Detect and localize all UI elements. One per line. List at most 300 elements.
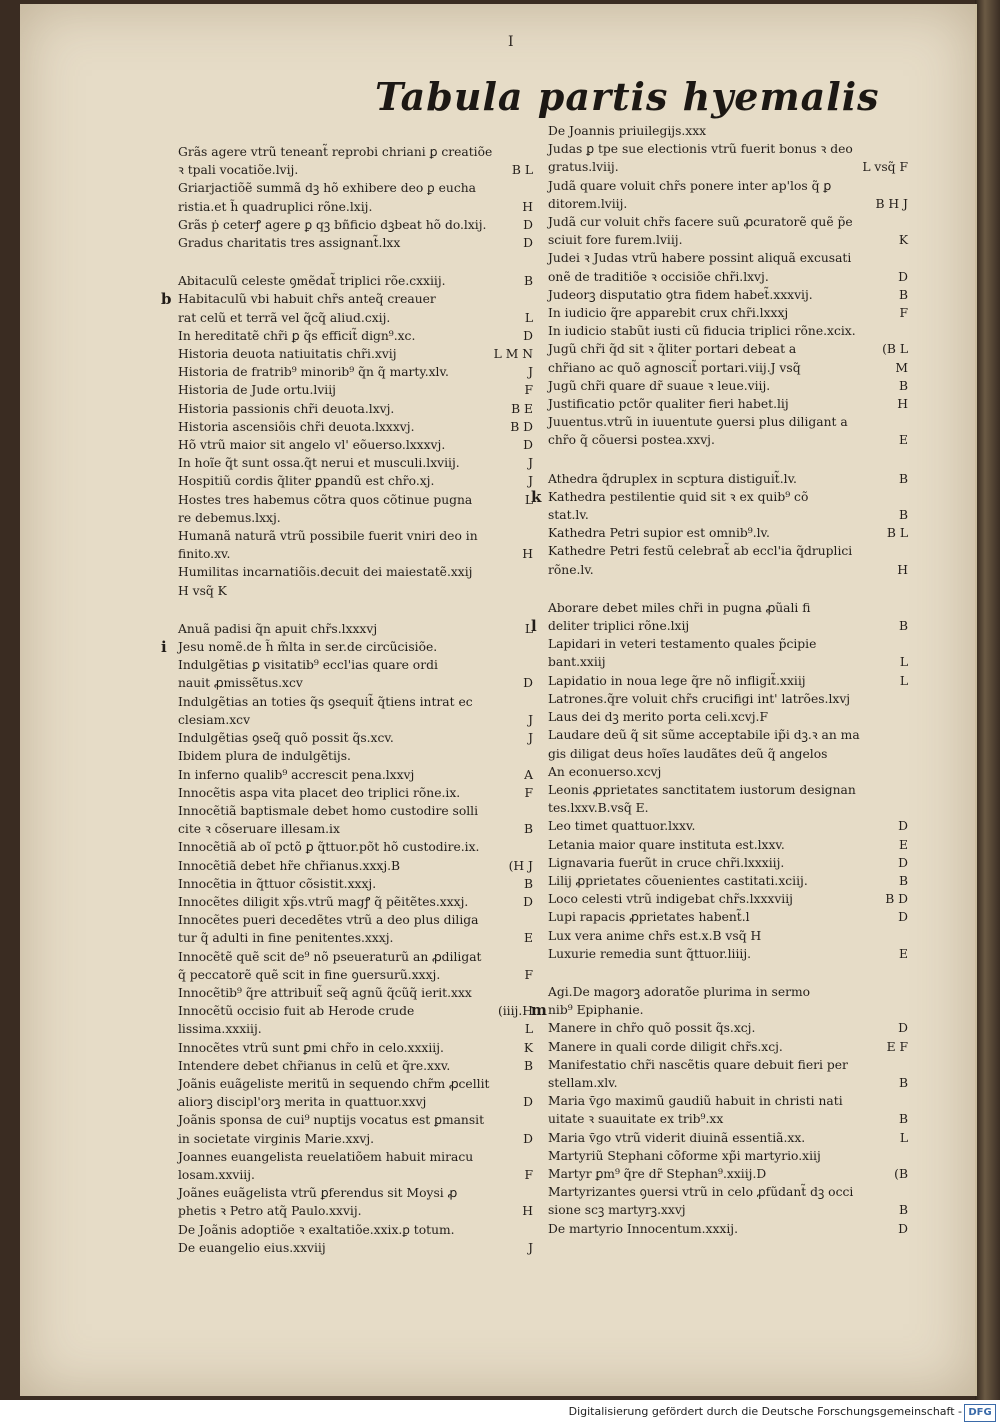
entry-text: Humanã naturã vtrũ possibile fuerit vniri deo in (178, 529, 478, 544)
entry-text: Hospitiũ cordis q̃liter ꝑpandũ est chr̃o.xj. (178, 474, 435, 489)
entry-text: Jesu nomẽ.de h̃ m̃lta in ser.de circũcisiõe. (178, 640, 438, 655)
entry-ref: L M N (493, 347, 533, 362)
entry-ref: L (524, 492, 533, 507)
index-entry (548, 690, 908, 708)
index-entry (178, 198, 533, 216)
entry-text: gis diligat deus hoĩes laudãtes deũ q̃ angelos (548, 746, 828, 761)
entry-text: uitate ꝛ suauitate ex trib⁹.xx (548, 1112, 724, 1127)
index-entry (548, 599, 908, 617)
entry-text: Lignavaria fuerũt in cruce chr̃i.lxxxiij. (548, 855, 785, 870)
entry-ref: B (898, 873, 908, 888)
entry-text: An econuerso.xcvj (548, 764, 662, 779)
entry-text: In hereditatẽ chr̃i ꝑ q̃s efficit̃ dign⁹.xc. (178, 328, 416, 343)
index-entry (178, 1221, 533, 1239)
entry-text: phetis ꝛ Petro atq̃ Paulo.xxvij. (178, 1204, 362, 1219)
entry-ref: F (524, 785, 533, 800)
entry-ref: D (523, 1131, 533, 1146)
section-initial-i: i (161, 637, 167, 656)
index-entry (178, 1002, 533, 1020)
index-entry (178, 1130, 533, 1148)
entry-ref: D (523, 438, 533, 453)
footer-bar (0, 1400, 1000, 1425)
entry-ref: (B (894, 1166, 908, 1181)
entry-ref: H (897, 562, 908, 577)
entry-ref: H (522, 547, 533, 562)
entry-text: Innocẽtes diligit xp̃s.vtrũ magꝭ q̃ pẽitẽtes.xxxj. (178, 894, 469, 909)
index-entry (178, 693, 533, 711)
index-entry (178, 747, 533, 765)
entry-ref: L (524, 621, 533, 636)
index-entry (548, 359, 908, 377)
entry-text: Innocẽtib⁹ q̃re attribuit̃ seq̃ agnũ q̃cũq̃ ierit.xxx (178, 985, 472, 1000)
entry-ref: B H J (875, 196, 908, 211)
index-entry (178, 582, 533, 600)
entry-text: De Joannis priuilegijs.xxx (548, 124, 707, 138)
index-entry (548, 506, 908, 524)
index-entry (178, 1057, 533, 1075)
index-entry (178, 966, 533, 984)
entry-ref: H (897, 397, 908, 412)
entry-text: sciuit fore furem.lviij. (548, 233, 683, 248)
index-entry (548, 763, 908, 781)
entry-text: Hõ vtrũ maior sit angelo vl' eõuerso.lxxxvj. (178, 438, 446, 453)
entry-text: Historia ascensiõis chr̃i deuota.lxxxvj. (178, 419, 415, 434)
entry-text: Loco celesti vtrũ indigebat chr̃s.lxxxviij (548, 892, 793, 907)
index-entry (178, 729, 533, 747)
index-entry (548, 872, 908, 890)
entry-text: In iudicio stabũt iusti cũ fiducia triplici rõne.xcix. (548, 324, 856, 339)
entry-text: Innocẽtes pueri decedẽtes vtrũ a deo plus diliga (178, 913, 479, 928)
index-entry (548, 1001, 908, 1019)
entry-text: Kathedra Petri supior est omnib⁹.lv. (548, 526, 770, 541)
entry-text: ristia.et h̃ quadruplici rõne.lxij. (178, 199, 373, 214)
entry-ref: B (523, 876, 533, 891)
entry-ref: D (898, 269, 908, 284)
entry-text: Judã cur voluit chr̃s facere suũ ꝓcuratorẽ quẽ p̃e (548, 215, 853, 230)
right-section-j (548, 122, 908, 450)
entry-ref: D (898, 1221, 908, 1236)
entry-text: Abitaculũ celeste ꝯmẽdat̃ triplici rõe.cxxiij. (178, 274, 446, 289)
index-entry (548, 195, 908, 213)
entry-text: Innocẽtia in q̃ttuor cõsistit.xxxj. (178, 876, 377, 891)
entry-text: Innocẽtũ occisio fuit ab Herode crude (178, 1004, 415, 1019)
index-entry (178, 711, 533, 729)
entry-text: Innocẽtes vtrũ sunt ꝑmi chr̃o in celo.xxxiij. (178, 1040, 444, 1055)
entry-text: Historia de Jude ortu.lviij (178, 383, 336, 398)
index-entry (178, 1111, 533, 1129)
index-entry (548, 836, 908, 854)
index-entry (178, 143, 533, 161)
index-entry (178, 1039, 533, 1057)
index-entry (178, 857, 533, 875)
index-entry (178, 363, 533, 381)
index-entry (548, 158, 908, 176)
index-entry (178, 345, 533, 363)
entry-ref: J (528, 1240, 533, 1255)
index-entry (548, 1220, 908, 1238)
index-entry (548, 745, 908, 763)
index-entry (548, 1129, 908, 1147)
index-entry (178, 545, 533, 563)
entry-ref: M (895, 360, 908, 375)
entry-ref: B (898, 287, 908, 302)
index-entry (178, 491, 533, 509)
entry-ref: D (898, 855, 908, 870)
entry-text: Kathedra pestilentie quid sit ꝛ ex quib⁹ cõ (548, 489, 809, 504)
index-entry (178, 638, 533, 656)
entry-text: Justificatio pctõr qualiter fieri habet.lij (548, 397, 789, 412)
entry-ref: K (523, 1040, 533, 1055)
entry-text: Humilitas incarnatiõis.decuit dei maiestatẽ.xxij (178, 565, 473, 580)
entry-ref: (iiij.H (497, 1004, 533, 1019)
entry-text: Manere in quali corde diligit chr̃s.xcj. (548, 1039, 783, 1054)
entry-text: aliorꝫ discipl'orꝫ merita in quattuor.xxvj (178, 1095, 427, 1110)
entry-text: Innocẽtiã ab oĩ pctõ ꝑ q̃ttuor.põt hõ custodire.ix. (178, 840, 480, 855)
index-entry (548, 945, 908, 963)
entry-text: stellam.xlv. (548, 1075, 618, 1090)
entry-text: Grãs ṗ ceterꝭ agere ꝑ qꝫ bñficio dꝫbeat hõ do.lxij. (178, 217, 487, 232)
entry-text: ditorem.lviij. (548, 196, 628, 211)
index-entry (548, 286, 908, 304)
entry-ref: L (524, 1022, 533, 1037)
entry-ref: B D (885, 892, 908, 907)
entry-ref: B L (886, 526, 908, 541)
index-entry (178, 309, 533, 327)
index-entry (178, 1093, 533, 1111)
entry-text: Innocẽtẽ quẽ scit de⁹ nõ pseueraturũ an ꝓdiligat (178, 949, 482, 964)
entry-ref: A (524, 767, 533, 782)
right-column (531, 122, 908, 1238)
index-entry (548, 672, 908, 690)
entry-text: Juuentus.vtrũ in iuuentute ꝯuersi plus diligant a (548, 415, 848, 430)
entry-ref: D (523, 236, 533, 251)
index-entry (548, 1092, 908, 1110)
index-entry (548, 268, 908, 286)
entry-text: De martyrio Innocentum.xxxij. (548, 1221, 739, 1236)
index-entry (178, 400, 533, 418)
section-initial-b: b (161, 290, 172, 309)
index-entry (548, 322, 908, 340)
entry-ref: E F (886, 1039, 908, 1054)
index-entry (548, 340, 908, 358)
entry-ref: F (899, 306, 908, 321)
entry-text: Judeorꝫ disputatio ꝯtra fidem habet̃.xxxvij. (548, 287, 813, 302)
index-entry (548, 1165, 908, 1183)
entry-text: onẽ de traditiõe ꝛ occisiõe chr̃i.lxvj. (548, 269, 769, 284)
index-entry (178, 1202, 533, 1220)
entry-ref: J (528, 731, 533, 746)
index-entry (178, 1166, 533, 1184)
index-entry (548, 908, 908, 926)
index-entry (548, 1074, 908, 1092)
entry-text: bant.xxiij (548, 655, 606, 670)
entry-text: Lapidatio in noua lege q̃re nõ infligit̃.xxiij (548, 673, 806, 688)
entry-text: Judei ꝛ Judas vtrũ habere possint aliquã excusati (548, 251, 852, 266)
entry-text: ꝛ tpali vocatiõe.lvij. (178, 163, 299, 178)
entry-text: Martyrizantes ꝯuersi vtrũ in celo ꝓfũdant̃ dꝫ occi (548, 1185, 854, 1200)
entry-text: chr̃o q̃ cõuersi postea.xxvj. (548, 433, 715, 448)
entry-text: rõne.lv. (548, 562, 594, 577)
entry-text: Judas ꝑ tpe sue electionis vtrũ fuerit bonus ꝛ deo (548, 142, 853, 157)
entry-text: in societate virginis Marie.xxvj. (178, 1131, 375, 1146)
entry-text: tur q̃ adulti in fine penitentes.xxxj. (178, 931, 394, 946)
entry-text: Judã quare voluit chr̃s ponere inter ap'los q̃ ꝑ (548, 178, 832, 193)
entry-ref: H (522, 1204, 533, 1219)
index-entry (178, 1075, 533, 1093)
entry-text: Jugũ chr̃i q̃d sit ꝛ q̃liter portari debeat a (548, 342, 797, 357)
entry-text: Luxurie remedia sunt q̃ttuor.liiij. (548, 946, 752, 961)
entry-text: Historia deuota natiuitatis chr̃i.xvij (178, 347, 397, 362)
entry-text: Manere in chr̃o quõ possit q̃s.xcj. (548, 1021, 756, 1036)
entry-text: Hostes tres habemus cõtra quos cõtinue pugna (178, 492, 473, 507)
index-entry (548, 524, 908, 542)
index-entry (548, 635, 908, 653)
entry-text: Latrones.q̃re voluit chr̃s crucifigi int' latrões.lxvj (548, 691, 851, 706)
index-entry (178, 984, 533, 1002)
entry-ref: J (528, 712, 533, 727)
index-entry (548, 395, 908, 413)
entry-ref: D (523, 676, 533, 691)
index-entry (548, 708, 908, 726)
entry-text: Kathedre Petri festũ celebrat̃ ab eccl'ia q̃druplici (548, 544, 853, 559)
entry-text: Martyr ꝑm⁹ q̃re dr̃ Stephan⁹.xxiij.D (548, 1166, 767, 1181)
entry-ref: B (898, 508, 908, 523)
entry-text: nib⁹ Epiphanie. (548, 1003, 644, 1018)
entry-text: De Joãnis adoptiõe ꝛ exaltatiõe.xxix.ꝑ totum. (178, 1222, 455, 1237)
entry-ref: B (898, 1112, 908, 1127)
index-entry (548, 1110, 908, 1128)
entry-text: Ibidem plura de indulgẽtijs. (178, 749, 351, 764)
index-entry (178, 216, 533, 234)
entry-ref: (B L (882, 342, 908, 357)
entry-ref: J (528, 456, 533, 471)
entry-text: re debemus.lxxj. (178, 510, 281, 525)
entry-text: sione scꝫ martyrꝫ.xxvj (548, 1203, 686, 1218)
entry-text: Habitaculũ vbi habuit chr̃s anteq̃ creauer (178, 292, 436, 307)
entry-text: Maria v̄go vtrũ viderit diuinã essentiã.xx. (548, 1130, 806, 1145)
entry-text: Indulgẽtias an toties q̃s ꝯsequit̃ q̃tiens intrat ec (178, 694, 473, 709)
entry-text: chr̃iano ac quõ agnoscit̃ portari.viij.J vsq̃ (548, 360, 801, 375)
index-entry (178, 563, 533, 581)
index-entry (548, 799, 908, 817)
entry-text: Gradus charitatis tres assignant̃.lxx (178, 236, 401, 251)
book-edge (975, 0, 1000, 1400)
entry-ref: L (899, 1130, 908, 1145)
index-entry (548, 561, 908, 579)
index-entry (178, 454, 533, 472)
entry-ref: D (523, 894, 533, 909)
entry-text: Aborare debet miles chr̃i in pugna ꝓũali fi (548, 600, 811, 615)
entry-text: Leonis ꝓprietates sanctitatem iustorum designan (548, 782, 856, 797)
index-entry (178, 620, 533, 638)
index-entry (548, 817, 908, 835)
entry-text: In inferno qualib⁹ accrescit pena.lxxvj (178, 767, 415, 782)
index-entry (178, 472, 533, 490)
index-entry (548, 726, 908, 744)
entry-ref: D (898, 910, 908, 925)
left-column (161, 143, 533, 1257)
entry-ref: B (898, 1203, 908, 1218)
entry-text: De euangelio eius.xxviij (178, 1240, 326, 1255)
entry-text: Lilij ꝓprietates cõuenientes castitati.xciij. (548, 873, 808, 888)
index-entry (548, 890, 908, 908)
entry-text: Innocẽtiã baptismale debet homo custodire solli (178, 803, 479, 818)
entry-text: Letania maior quare instituta est.lxxv. (548, 837, 785, 852)
entry-text: clesiam.xcv (178, 712, 251, 727)
index-entry (548, 470, 908, 488)
entry-ref: L (524, 310, 533, 325)
index-entry (178, 656, 533, 674)
index-entry (548, 1201, 908, 1219)
entry-text: Lupi rapacis ꝓprietates habent̃.l (548, 910, 750, 925)
dfg-logo: DFG (964, 1404, 996, 1422)
index-entry (178, 784, 533, 802)
left-section-g (178, 143, 533, 252)
folio-mark: I (508, 34, 514, 50)
entry-text: losam.xxviij. (178, 1167, 255, 1182)
entry-ref: K (898, 233, 908, 248)
entry-text: In hoĩe q̃t sunt ossa.q̃t nerui et musculi.lxviij. (178, 456, 460, 471)
index-entry (178, 272, 533, 290)
entry-ref: (H J (508, 858, 533, 873)
index-entry (548, 653, 908, 671)
entry-ref: F (524, 967, 533, 982)
entry-text: In iudicio q̃re apparebit crux chr̃i.lxxxj (548, 306, 789, 321)
entry-text: Innocẽtiã debet hr̃e chr̃ianus.xxxj.B (178, 858, 401, 873)
entry-text: Innocẽtis aspa vita placet deo triplici rõne.ix. (178, 785, 461, 800)
entry-ref: D (898, 1021, 908, 1036)
entry-text: Intendere debet chr̃ianus in celũ et q̃re.xxv. (178, 1058, 451, 1073)
index-entry (548, 1183, 908, 1201)
entry-text: deliter triplici rõne.lxij (548, 619, 690, 634)
entry-text: Agi.De magorꝫ adoratõe plurima in sermo (548, 984, 811, 999)
entry-text: Joãnis euãgeliste meritũ in sequendo chr̃m ꝓcellit (178, 1076, 490, 1091)
entry-ref: E (899, 837, 908, 852)
entry-text: Manifestatio chr̃i nascẽtis quare debuit fieri per (548, 1057, 848, 1072)
section-initial-l: l (531, 616, 537, 635)
entry-ref: E (899, 433, 908, 448)
entry-text: Laus dei dꝫ merito porta celi.xcvj.F (548, 710, 768, 725)
right-section-m (531, 983, 908, 1238)
entry-ref: B (523, 822, 533, 837)
left-section-h (161, 272, 533, 600)
index-entry (178, 820, 533, 838)
index-entry (178, 875, 533, 893)
index-entry (548, 488, 908, 506)
entry-ref: J (528, 474, 533, 489)
entry-text: Lapidari in veteri testamento quales p̃cipie (548, 637, 817, 652)
index-entry (178, 948, 533, 966)
index-entry (178, 327, 533, 345)
entry-text: Grãs agere vtrũ teneant̃ reprobi chriani ꝑ creatiõe (178, 145, 493, 159)
index-entry (548, 431, 908, 449)
entry-text: Historia de fratrib⁹ minorib⁹ q̃n q̃ marty.xlv. (178, 365, 449, 380)
entry-text: Maria v̄go maximũ gaudiũ habuit in christi nati (548, 1094, 843, 1109)
entry-ref: E (524, 931, 533, 946)
right-section-k (531, 470, 908, 579)
entry-ref: B (898, 378, 908, 393)
section-initial-k: k (531, 487, 542, 506)
entry-ref: F (524, 1167, 533, 1182)
index-entry (178, 802, 533, 820)
entry-text: Laudare deũ q̃ sit sũme acceptabile ip̃i dꝫ.ꝛ an ma (548, 728, 860, 743)
entry-text: Joannes euangelista reuelatiõem habuit miracu (178, 1149, 474, 1164)
entry-ref: D (523, 217, 533, 232)
entry-ref: B (523, 274, 533, 289)
index-entry (548, 304, 908, 322)
index-entry (548, 781, 908, 799)
entry-text: q̃ peccatorẽ quẽ scit in fine ꝯuersurũ.xxxj. (178, 967, 441, 982)
entry-text: gratus.lviij. (548, 160, 619, 175)
index-entry (178, 1239, 533, 1257)
entry-text: Athedra q̃druplex in scptura distiguit̃.lv. (548, 471, 797, 486)
entry-text: Leo timet quattuor.lxxv. (548, 819, 696, 834)
page-title: Tabula partis hyemalis (375, 74, 880, 119)
index-entry (178, 1148, 533, 1166)
entry-text: finito.xv. (178, 547, 231, 562)
entry-ref: B (898, 1075, 908, 1090)
index-entry (178, 290, 533, 308)
index-entry (548, 140, 908, 158)
index-entry (178, 509, 533, 527)
index-entry (178, 674, 533, 692)
entry-ref: B (898, 619, 908, 634)
entry-text: Indulgẽtias ꝯseq̃ quõ possit q̃s.xcv. (178, 731, 394, 746)
entry-text: tes.lxxv.B.vsq̃ E. (548, 801, 649, 816)
entry-ref: B D (510, 419, 533, 434)
entry-text: cite ꝛ cõseruare illesam.ix (178, 822, 340, 837)
index-entry (548, 542, 908, 560)
entry-ref: D (898, 819, 908, 834)
entry-text: rat celũ et terrã vel q̃cq̃ aliud.cxij. (178, 310, 391, 325)
index-entry (548, 249, 908, 267)
entry-text: Anuã padisi q̃n apuit chr̃s.lxxxvj (178, 621, 378, 636)
index-entry (548, 413, 908, 431)
entry-ref: D (523, 328, 533, 343)
index-entry (178, 527, 533, 545)
entry-ref: L (899, 673, 908, 688)
index-entry (178, 929, 533, 947)
entry-text: Griarjactiõẽ summã dꝫ hõ exhibere deo ꝑ eucha (178, 181, 476, 196)
entry-text: Lux vera anime chr̃s est.x.B vsq̃ H (548, 928, 762, 943)
index-entry (178, 838, 533, 856)
entry-ref: B (898, 471, 908, 486)
entry-ref: E (899, 946, 908, 961)
index-entry (178, 179, 533, 197)
entry-text: Joãnes euãgelista vtrũ ꝑferendus sit Moysi ꝓ (178, 1186, 458, 1201)
entry-ref: H (522, 199, 533, 214)
entry-ref: F (524, 383, 533, 398)
index-entry (548, 927, 908, 945)
entry-text: Indulgẽtias ꝑ visitatib⁹ eccl'ias quare ordi (178, 658, 438, 673)
entry-text: H vsq̃ K (178, 583, 227, 598)
entry-text: lissima.xxxiij. (178, 1022, 262, 1037)
footer-credit: Digitalisierung gefördert durch die Deutsche Forschungsgemeinschaft - (568, 1405, 962, 1418)
entry-text: Historia passionis chr̃i deuota.lxvj. (178, 401, 395, 416)
entry-ref: L (899, 655, 908, 670)
entry-ref: D (523, 1095, 533, 1110)
index-entry (178, 418, 533, 436)
index-entry (178, 1020, 533, 1038)
index-entry (178, 161, 533, 179)
index-entry (548, 377, 908, 395)
entry-ref: B E (511, 401, 533, 416)
entry-text: Joãnis sponsa de cui⁹ nuptijs vocatus est ꝑmansit (178, 1113, 485, 1128)
entry-text: Jugũ chr̃i quare dr̃ suaue ꝛ leue.viij. (548, 378, 771, 393)
entry-text: Martyriũ Stephani cõforme xp̃i martyrio.xiij (548, 1148, 821, 1163)
index-entry (548, 1147, 908, 1165)
entry-text: nauit ꝓmissẽtus.xcv (178, 676, 303, 691)
